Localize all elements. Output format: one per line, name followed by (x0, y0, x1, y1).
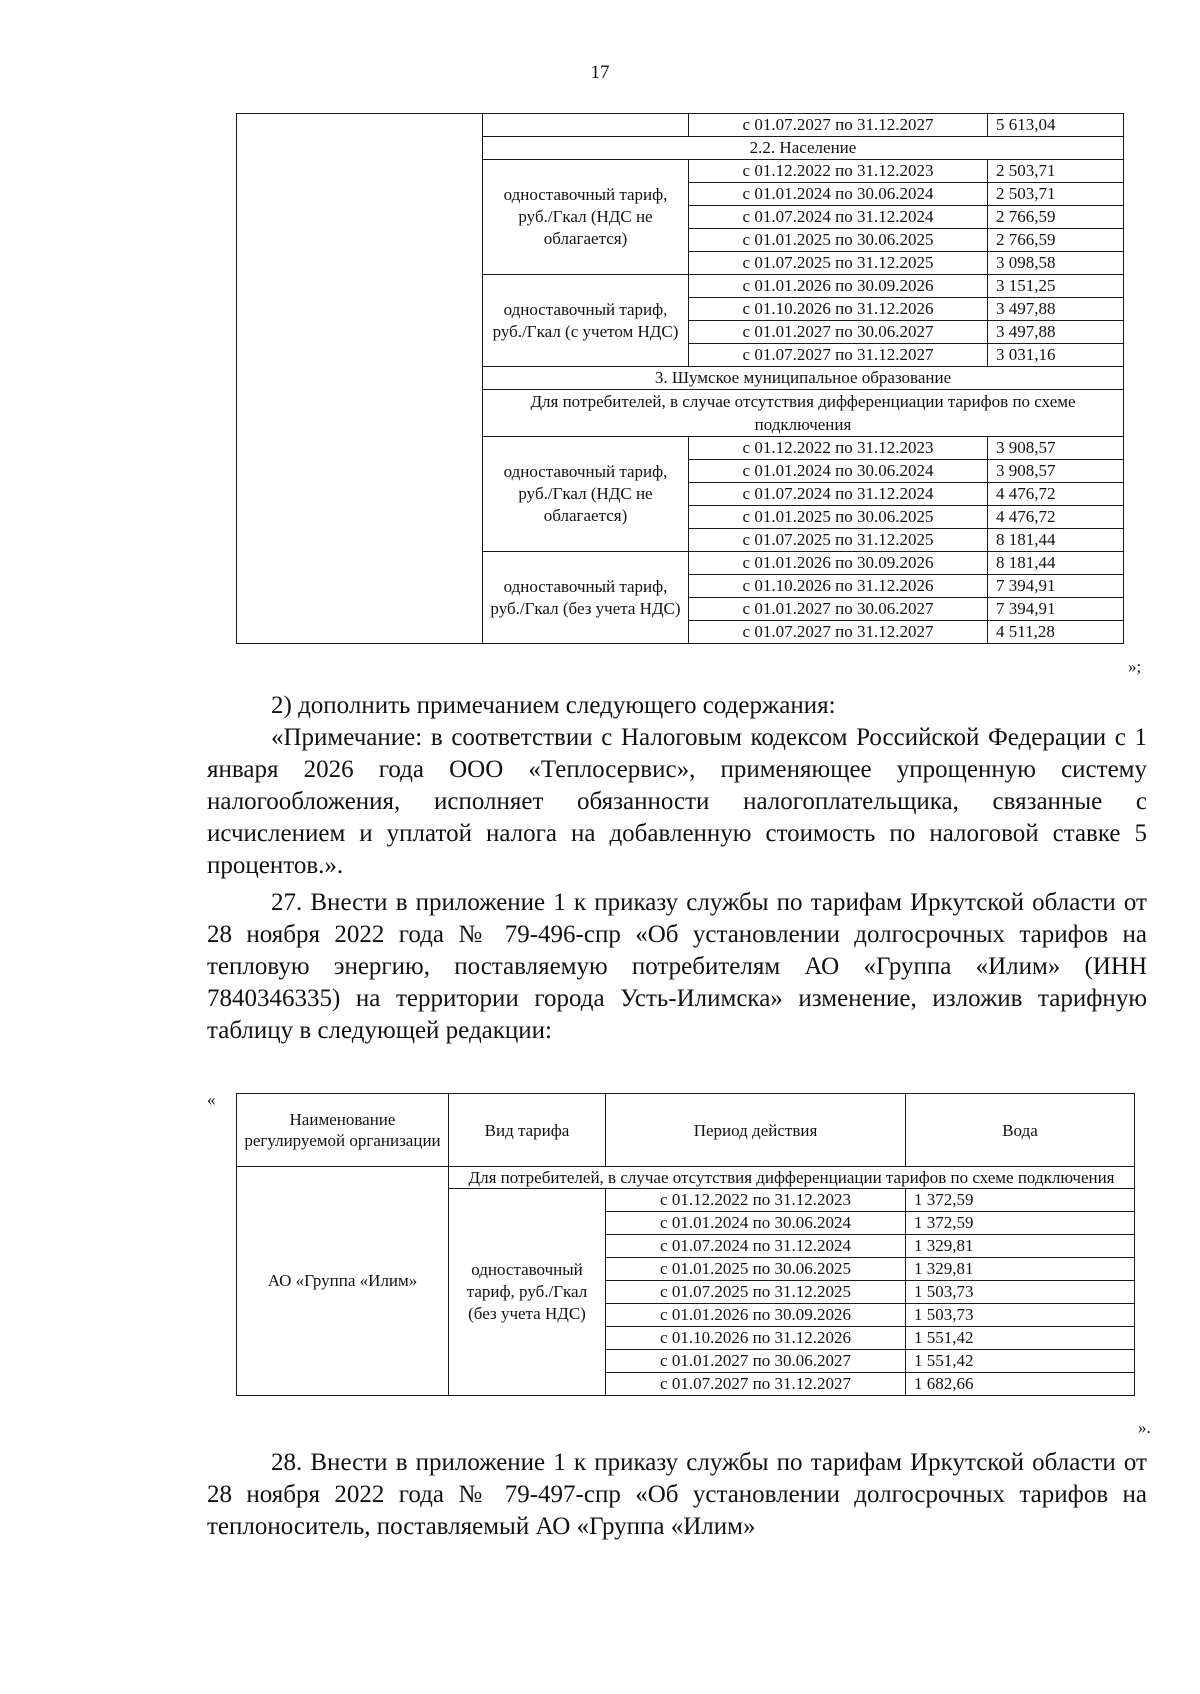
value-cell: 1 372,59 (906, 1189, 1135, 1212)
period-cell: с 01.07.2027 по 31.12.2027 (689, 344, 988, 367)
value-cell: 3 497,88 (988, 321, 1124, 344)
tariff-type-cell: одноставочный тариф, руб./Гкал (без учета НДС) (483, 552, 689, 644)
value-cell: 7 394,91 (988, 575, 1124, 598)
period-cell: с 01.07.2024 по 31.12.2024 (689, 206, 988, 229)
period-cell: с 01.01.2026 по 30.09.2026 (606, 1304, 906, 1327)
period-cell: с 01.12.2022 по 31.12.2023 (606, 1189, 906, 1212)
value-cell: 2 503,71 (988, 160, 1124, 183)
period-cell: с 01.07.2025 по 31.12.2025 (689, 252, 988, 275)
value-cell: 1 682,66 (906, 1373, 1135, 1396)
period-cell: с 01.01.2026 по 30.09.2026 (689, 275, 988, 298)
period-cell: с 01.01.2025 по 30.06.2025 (689, 229, 988, 252)
header-org: Наименование регулируемой организации (237, 1094, 449, 1167)
value-cell: 7 394,91 (988, 598, 1124, 621)
value-cell: 1 551,42 (906, 1350, 1135, 1373)
blank-cell (483, 114, 689, 137)
note-text: «Примечание: в соответствии с Налоговым кодексом Российской Федерации с 1 января 2026 года ООО «Теплосервис», применяющее упрощенную систему налогообложения, исполняет обязанности налогоплательщика, связанные с исчислением и уплатой налога на добавленную стоимость по налоговой ставке 5 процентов.». (207, 724, 1147, 879)
period-cell: с 01.10.2026 по 31.12.2026 (606, 1327, 906, 1350)
period-cell: с 01.12.2022 по 31.12.2023 (689, 437, 988, 460)
paragraph-28: 28. Внести в приложение 1 к приказу службы по тарифам Иркутской области от 28 ноября 2022 года № 79-497-спр «Об установлении долгосрочных тарифов на теплоноситель, поставляемый АО «Группа «Илим» (207, 1449, 1147, 1540)
period-cell: с 01.07.2027 по 31.12.2027 (689, 114, 988, 137)
period-cell: с 01.07.2027 по 31.12.2027 (689, 621, 988, 644)
value-cell: 2 766,59 (988, 206, 1124, 229)
value-cell: 3 151,25 (988, 275, 1124, 298)
period-cell: с 01.07.2024 по 31.12.2024 (689, 483, 988, 506)
period-cell: с 01.07.2025 по 31.12.2025 (689, 529, 988, 552)
table2-closing-quote: ». (1138, 1418, 1151, 1437)
value-cell: 3 098,58 (988, 252, 1124, 275)
value-cell: 1 551,42 (906, 1327, 1135, 1350)
table-row (237, 114, 1124, 137)
value-cell: 1 503,73 (906, 1281, 1135, 1304)
value-cell: 4 476,72 (988, 506, 1124, 529)
value-cell: 4 511,28 (988, 621, 1124, 644)
section-population: 2.2. Население (483, 137, 1124, 160)
paragraph-27-block (207, 887, 1147, 1047)
value-cell: 4 476,72 (988, 483, 1124, 506)
header-water: Вода (906, 1094, 1135, 1167)
value-cell: 8 181,44 (988, 552, 1124, 575)
period-cell: с 01.10.2026 по 31.12.2026 (689, 575, 988, 598)
page-number: 17 (590, 62, 610, 83)
note-paragraphs (207, 690, 1147, 882)
period-cell: с 01.07.2025 по 31.12.2025 (606, 1281, 906, 1304)
tariff-table-ilim (236, 1093, 1135, 1396)
header-period: Период действия (606, 1094, 906, 1167)
value-cell: 2 766,59 (988, 229, 1124, 252)
period-cell: с 01.12.2022 по 31.12.2023 (689, 160, 988, 183)
period-cell: с 01.10.2026 по 31.12.2026 (689, 298, 988, 321)
period-cell: с 01.01.2024 по 30.06.2024 (689, 183, 988, 206)
period-cell: с 01.01.2027 по 30.06.2027 (689, 598, 988, 621)
tariff-type-cell: одноставочный тариф, руб./Гкал (НДС не облагается) (483, 437, 689, 552)
consumers-note: Для потребителей, в случае отсутствия дифференциации тарифов по схеме подключения (483, 390, 1124, 437)
paragraph-27: 27. Внести в приложение 1 к приказу службы по тарифам Иркутской области от 28 ноября 2022 года № 79-496-спр «Об установлении долгосрочных тарифов на тепловую энергию, поставляемую потребителям АО «Группа «Илим» (ИНН 7840346335) на территории города Усть-Илимска» изменение, изложив тарифную таблицу в следующей редакции: (207, 889, 1147, 1044)
table2-open-quote: « (207, 1090, 216, 1109)
period-cell: с 01.01.2024 по 30.06.2024 (689, 460, 988, 483)
value-cell: 1 329,81 (906, 1235, 1135, 1258)
period-cell: с 01.01.2027 по 30.06.2027 (606, 1350, 906, 1373)
tariff-type-cell: одноставочный тариф, руб./Гкал (без учета НДС) (449, 1189, 606, 1396)
note-intro: 2) дополнить примечанием следующего содержания: (271, 692, 836, 719)
paragraph-28-block (207, 1447, 1147, 1543)
period-cell: с 01.01.2025 по 30.06.2025 (606, 1258, 906, 1281)
header-type: Вид тарифа (449, 1094, 606, 1167)
period-cell: с 01.01.2026 по 30.09.2026 (689, 552, 988, 575)
value-cell: 2 503,71 (988, 183, 1124, 206)
org-column-blank (237, 114, 483, 644)
value-cell: 1 329,81 (906, 1258, 1135, 1281)
value-cell: 3 497,88 (988, 298, 1124, 321)
tariff-type-cell: одноставочный тариф, руб./Гкал (с учетом НДС) (483, 275, 689, 367)
value-cell: 3 908,57 (988, 460, 1124, 483)
period-cell: с 01.01.2024 по 30.06.2024 (606, 1212, 906, 1235)
value-cell: 3 031,16 (988, 344, 1124, 367)
org-name: АО «Группа «Илим» (237, 1167, 449, 1396)
header-row (237, 1094, 1135, 1167)
note-row (237, 1167, 1135, 1189)
section-shum: 3. Шумское муниципальное образование (483, 367, 1124, 390)
value-cell: 1 372,59 (906, 1212, 1135, 1235)
table1-closing-quote: »; (1128, 657, 1142, 676)
tariff-type-cell: одноставочный тариф, руб./Гкал (НДС не облагается) (483, 160, 689, 275)
tariff-table-continuation (236, 113, 1124, 644)
period-cell: с 01.07.2024 по 31.12.2024 (606, 1235, 906, 1258)
value-cell: 5 613,04 (988, 114, 1124, 137)
consumers-note: Для потребителей, в случае отсутствия дифференциации тарифов по схеме подключения (449, 1167, 1135, 1189)
period-cell: с 01.07.2027 по 31.12.2027 (606, 1373, 906, 1396)
value-cell: 8 181,44 (988, 529, 1124, 552)
period-cell: с 01.01.2027 по 30.06.2027 (689, 321, 988, 344)
value-cell: 1 503,73 (906, 1304, 1135, 1327)
period-cell: с 01.01.2025 по 30.06.2025 (689, 506, 988, 529)
value-cell: 3 908,57 (988, 437, 1124, 460)
